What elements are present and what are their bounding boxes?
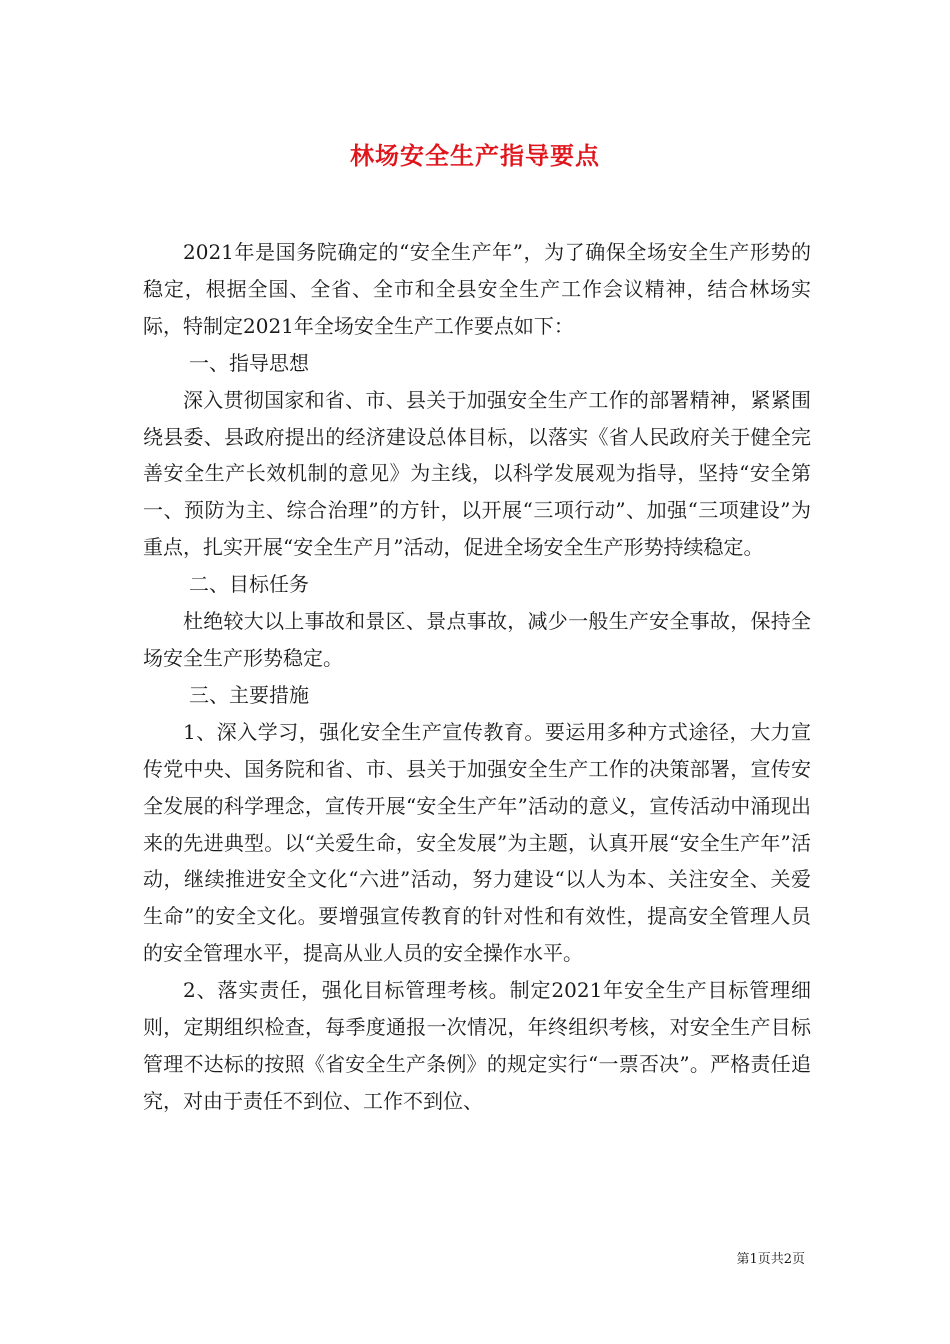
document-title: 林场安全生产指导要点	[350, 141, 600, 170]
section-paragraph: 杜绝较大以上事故和景区、景点事故，减少一般生产安全事故，保持全场安全生产形势稳定。	[143, 609, 811, 670]
intro-paragraph: 2021年是国务院确定的“安全生产年”，为了确保全场安全生产形势的稳定，根据全国、全省、全市和全县安全生产工作会议精神，结合林场实际，特制定2021年全场安全生产工作要点如下：	[143, 240, 811, 338]
page-indicator: 第1页共2页	[736, 1252, 805, 1267]
document-body	[143, 234, 811, 1120]
section-paragraph: 1、深入学习，强化安全生产宣传教育。要运用多种方式途径，大力宣传党中央、国务院和省、市、县关于加强安全生产工作的决策部署，宣传安全发展的科学理念，宣传开展“安全生产年”活动的意义，宣传活动中涌现出来的先进典型。以“关爱生命，安全发展”为主题，认真开展“安全生产年”活动，继续推进安全文化“六进”活动，努力建设“以人为本、关注安全、关爱生命”的安全文化。要增强宣传教育的针对性和有效性，提高安全管理人员的安全管理水平，提高从业人员的安全操作水平。	[143, 719, 811, 966]
section-heading-guiding-thought: 一、指导思想	[189, 350, 309, 375]
section-paragraph: 深入贯彻国家和省、市、县关于加强安全生产工作的部署精神，紧紧围绕县委、县政府提出的经济建设总体目标，以落实《省人民政府关于健全完善安全生产长效机制的意见》为主线，以科学发展观为指导，坚持“安全第一、预防为主、综合治理”的方针，以开展“三项行动”、加强“三项建设”为重点，扎实开展“安全生产月”活动，促进全场安全生产形势持续稳定。	[143, 387, 811, 560]
section-heading-main-measures: 三、主要措施	[189, 682, 309, 707]
section-paragraph: 2、落实责任，强化目标管理考核。制定2021年安全生产目标管理细则，定期组织检查，每季度通报一次情况，年终组织考核，对安全生产目标管理不达标的按照《省安全生产条例》的规定实行“一票否决”。严格责任追究，对由于责任不到位、工作不到位、	[143, 978, 811, 1113]
section-heading-target-tasks: 二、目标任务	[189, 572, 309, 597]
